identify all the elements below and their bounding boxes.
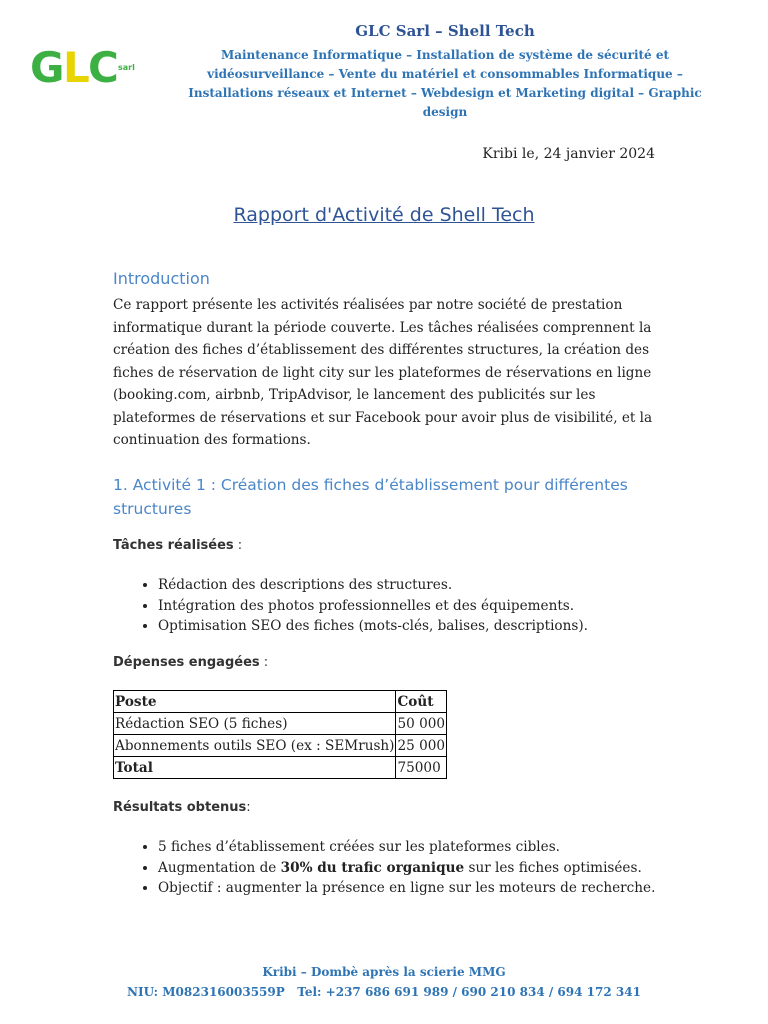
table-cell: Rédaction SEO (5 fiches) [114,713,396,735]
list-item [158,858,678,879]
results-label: Résultats obtenus: [113,800,251,815]
logo-text-c: C [88,44,119,88]
col-header-poste: Poste [114,691,396,713]
total-value: 75000 [396,757,447,779]
letterhead [170,22,720,122]
table-cell: 50 000 [396,713,447,735]
logo-text-l: L [63,44,90,88]
result-text: 5 fiches d’établissement créées sur les plateformes cibles. [158,839,560,855]
list-item: • Rédaction des descriptions des structures. [158,575,678,596]
table-row [114,713,447,735]
activity1-heading: 1. Activité 1 : Création des fiches d’établissement pour différentes structures [113,476,628,518]
expenses-label-text: Dépenses engagées [113,655,260,670]
company-name: GLC Sarl – Shell Tech [355,22,535,40]
table-cell: 25 000 [396,735,447,757]
tasks-label: Tâches réalisées : [113,538,243,553]
date-line: Kribi le, 24 janvier 2024 [482,146,655,162]
list-item: • Optimisation SEO des fiches (mots-clés, balises, descriptions). [158,616,678,637]
list-item: • Intégration des photos professionnelles et des équipements. [158,596,678,617]
footer-address: Kribi – Dombè après la scierie MMG [262,965,506,979]
result-text: Augmentation de [158,859,281,876]
result-highlight: 30% du trafic organique [280,859,465,876]
tasks-label-text: Tâches réalisées [113,538,234,553]
table-total-row [114,757,447,779]
report-title: Rapport d'Activité de Shell Tech [233,204,535,226]
result-text: Objectif : augmenter la présence en ligne sur les moteurs de recherche. [158,880,656,896]
result-text: sur les fiches optimisées. [464,859,642,876]
tasks-list [113,575,678,637]
company-logo [30,44,142,88]
total-label: Total [114,757,396,779]
logo-text-g: G [30,44,65,88]
col-header-cout: Coût [396,691,447,713]
expenses-label: Dépenses engagées : [113,655,269,670]
intro-heading: Introduction [113,269,210,288]
logo-suffix: sarl [118,63,135,72]
list-item [158,837,678,858]
results-label-text: Résultats obtenus [113,800,247,815]
table-cell: Abonnements outils SEO (ex : SEMrush) [114,735,396,757]
footer [0,962,768,1002]
services-list: Maintenance Informatique – Installation de système de sécurité et vidéosurveillance – Vente du matériel et consommables Informatique – Installations réseaux et Internet – Webdesign et Marketing digital – Graphic design [188,48,702,119]
table-header-row [114,691,447,713]
expenses-table [113,690,447,779]
results-list [113,837,678,899]
footer-contact: NIU: M082316003559P Tel: +237 686 691 989 / 690 210 834 / 694 172 341 [127,985,641,999]
table-row [114,735,447,757]
list-item [158,878,678,899]
intro-paragraph: Ce rapport présente les activités réalisées par notre société de prestation informatique durant la période couverte. Les tâches réalisées comprennent la création des fiches d’établissement des différentes structures, la création des fiches de réservation de light city sur les plateformes de réservations en ligne (booking.com, airbnb, TripAdvisor, le lancement des publicités sur les plateformes de réservations et sur Facebook pour avoir plus de visibilité, et la continuation des formations. [113,297,653,448]
